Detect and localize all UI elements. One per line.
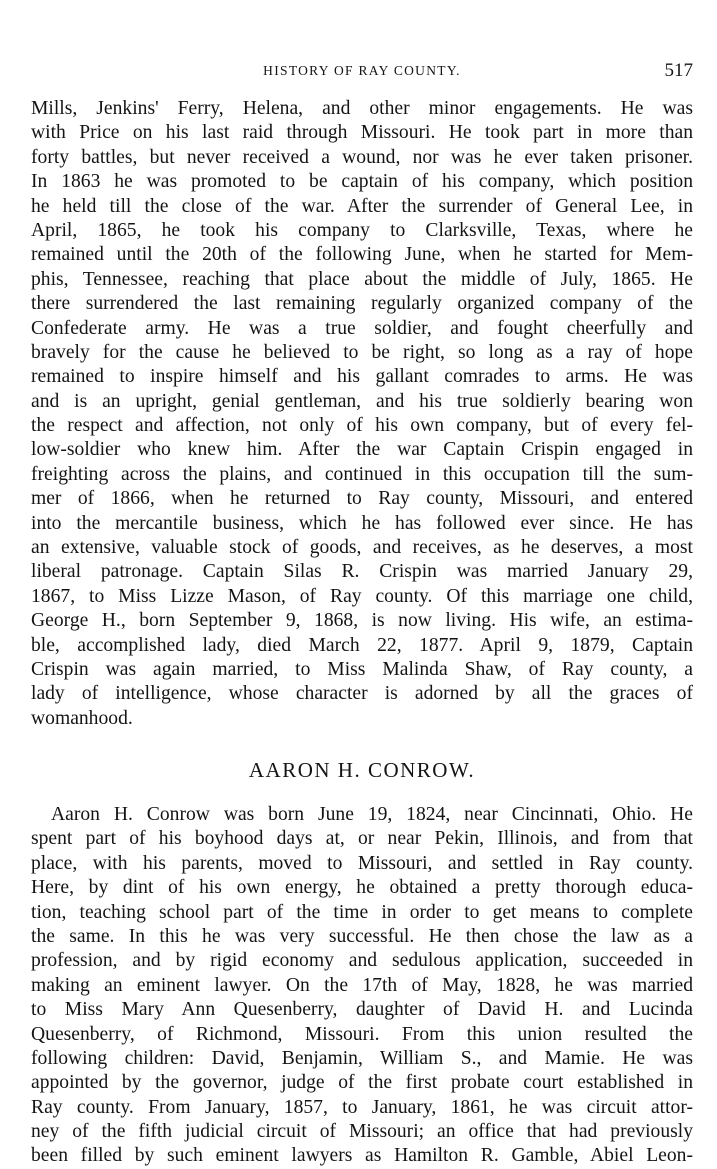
text-line: Mills, Jenkins' Ferry, Helena, and other minor engagements. He was <box>31 98 693 119</box>
text-line: into the mercantile business, which he has followed ever since. He has <box>31 512 693 534</box>
text-line: the same. In this he was very successful. He then chose the law as a <box>31 925 693 947</box>
text-line: remained until the 20th of the following June, when he started for Mem- <box>31 244 693 266</box>
text-line: remained to inspire himself and his gallant comrades to arms. He was <box>31 366 693 388</box>
text-line: he held till the close of the war. After the surrender of General Lee, in <box>31 195 693 217</box>
text-line: April, 1865, he took his company to Clarksville, Texas, where he <box>31 219 693 241</box>
text-line: the respect and affection, not only of his own company, but of every fel- <box>31 415 693 437</box>
text-line: phis, Tennessee, reaching that place about the middle of July, 1865. He <box>31 268 693 290</box>
text-line: Crispin was again married, to Miss Malinda Shaw, of Ray county, a <box>31 658 693 680</box>
paragraph-conrow <box>31 803 693 1169</box>
text-line: Here, by dint of his own energy, he obtained a pretty thorough educa- <box>31 877 693 899</box>
paragraph-crispin-continued <box>31 97 693 731</box>
text-line: liberal patronage. Captain Silas R. Crispin was married January 29, <box>31 561 693 583</box>
text-line: forty battles, but never received a wound, nor was he ever taken prisoner. <box>31 146 693 168</box>
section-heading: AARON H. CONROW. <box>248 758 476 782</box>
text-line: tion, teaching school part of the time in order to get means to complete <box>31 901 693 923</box>
text-line: low-soldier who knew him. After the war Captain Crispin engaged in <box>31 439 693 461</box>
text-line: an extensive, valuable stock of goods, and receives, as he deserves, a most <box>31 537 693 559</box>
running-title: HISTORY OF RAY COUNTY. <box>263 63 461 78</box>
text-line: profession, and by rigid economy and sedulous application, succeeded in <box>31 950 693 972</box>
text-line: lady of intelligence, whose character is adorned by all the graces of <box>31 683 693 705</box>
text-line: 1867, to Miss Lizze Mason, of Ray county. Of this marriage one child, <box>31 585 693 607</box>
text-line: Ray county. From January, 1857, to January, 1861, he was circuit attor- <box>31 1096 693 1118</box>
page-number: 517 <box>664 60 693 81</box>
text-line: there surrendered the last remaining regularly organized company of the <box>31 293 693 315</box>
text-line: Confederate army. He was a true soldier, and fought cheerfully and <box>31 317 693 339</box>
text-line: spent part of his boyhood days at, or near Pekin, Illinois, and from that <box>31 828 693 850</box>
text-line: freighting across the plains, and continued in this occupation till the sum- <box>31 463 693 485</box>
text-line: appointed by the governor, judge of the first probate court established in <box>31 1072 693 1094</box>
text-line: mer of 1866, when he returned to Ray county, Missouri, and entered <box>31 488 693 510</box>
text-line: and is an upright, genial gentleman, and his true soldierly bearing won <box>31 390 693 412</box>
text-line: place, with his parents, moved to Missouri, and settled in Ray county. <box>31 852 693 874</box>
text-line: womanhood. <box>31 707 133 729</box>
text-line: Quesenberry, of Richmond, Missouri. From this union resulted the <box>31 1023 693 1045</box>
text-line: ney of the fifth judicial circuit of Missouri; an office that had previously <box>31 1121 693 1143</box>
text-line: to Miss Mary Ann Quesenberry, daughter of David H. and Lucinda <box>31 999 693 1021</box>
text-line: Aaron H. Conrow was born June 19, 1824, near Cincinnati, Ohio. He <box>51 804 693 825</box>
text-line: with Price on his last raid through Missouri. He took part in more than <box>31 122 693 144</box>
text-line: In 1863 he was promoted to be captain of his company, which position <box>31 171 693 193</box>
text-line: George H., born September 9, 1868, is now living. His wife, an estima- <box>31 610 693 632</box>
text-line: bravely for the cause he believed to be right, so long as a ray of hope <box>31 341 693 363</box>
text-line: making an eminent lawyer. On the 17th of May, 1828, he was married <box>31 974 693 996</box>
text-line: been filled by such eminent lawyers as Hamilton R. Gamble, Abiel Leon- <box>31 1145 693 1167</box>
text-line: following children: David, Benjamin, William S., and Mamie. He was <box>31 1047 693 1069</box>
running-header <box>31 60 693 84</box>
text-line: ble, accomplished lady, died March 22, 1877. April 9, 1879, Captain <box>31 634 693 656</box>
